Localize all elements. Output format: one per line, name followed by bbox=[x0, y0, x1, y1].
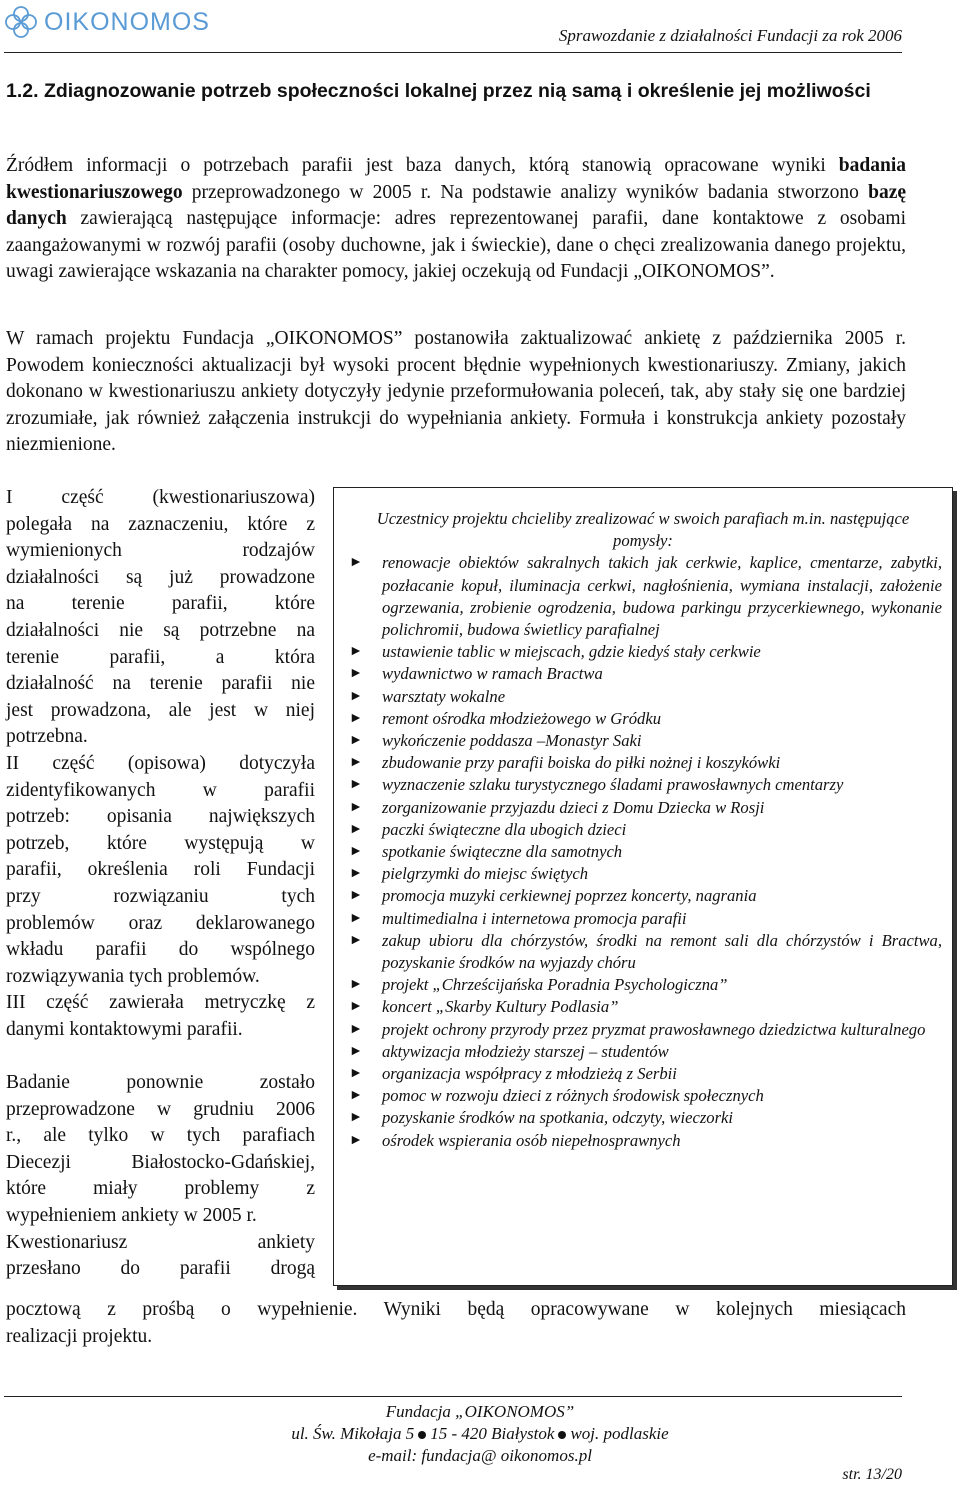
idea-item-text: pielgrzymki do miejsc świętych bbox=[382, 864, 588, 884]
idea-item-text: warsztaty wokalne bbox=[382, 686, 506, 706]
left-column-line: Diecezji Białostocko-Gdańskiej, bbox=[6, 1151, 315, 1173]
right-triangle-arrow-icon: ► bbox=[349, 888, 363, 904]
idea-item-text: projekt „Chrześcijańska Poradnia Psychologiczna” bbox=[382, 975, 728, 995]
right-triangle-arrow-icon: ► bbox=[349, 999, 363, 1015]
right-triangle-arrow-icon: ► bbox=[349, 1132, 363, 1148]
closing-text bbox=[6, 1297, 906, 1350]
right-triangle-arrow-icon: ► bbox=[349, 755, 363, 771]
idea-item bbox=[334, 863, 952, 885]
closing-line-2: realizacji projektu. bbox=[6, 1325, 153, 1347]
idea-item-text: spotkanie świąteczne dla samotnych bbox=[382, 842, 623, 862]
right-triangle-arrow-icon: ► bbox=[349, 977, 363, 993]
right-triangle-arrow-icon: ► bbox=[349, 733, 363, 749]
right-triangle-arrow-icon: ► bbox=[349, 777, 363, 793]
part5-block bbox=[6, 1230, 315, 1283]
left-column-line: II część (opisowa) dotyczyła bbox=[6, 752, 315, 774]
p1-text-a: Źródłem informacji o potrzebach parafii jest baza danych, którą stanowią opracowane wyniki bbox=[6, 155, 839, 176]
left-column-line: zidentyfikowanych w parafii bbox=[6, 779, 315, 801]
left-column-line: na terenie parafii, które bbox=[6, 593, 315, 615]
left-column-line: danymi kontaktowymi parafii. bbox=[6, 1018, 243, 1040]
idea-item bbox=[334, 1085, 952, 1107]
right-triangle-arrow-icon: ► bbox=[349, 1021, 363, 1037]
idea-item bbox=[334, 752, 952, 774]
idea-item-text: pomoc w rozwoju dzieci z różnych środowisk społecznych bbox=[382, 1086, 764, 1106]
left-column-line: wkładu parafii do wspólnego bbox=[6, 939, 315, 961]
idea-item-text: ustawienie tablic w miejscach, gdzie kiedyś stały cerkwie bbox=[382, 642, 761, 662]
report-title: Sprawozdanie z działalności Fundacji za rok 2006 bbox=[558, 26, 902, 45]
idea-item-text: zakup ubioru dla chórzystów, środki na remont sali dla chórzystów i Bractwa, pozyskanie środków na wyjazdy chóru bbox=[382, 930, 942, 973]
right-triangle-arrow-icon: ► bbox=[349, 932, 363, 948]
idea-item-text: wydawnictwo w ramach Bractwa bbox=[382, 664, 603, 684]
ideas-list bbox=[334, 552, 952, 1151]
p1-bold-database: bazę danych bbox=[6, 181, 906, 230]
left-column-line: jest prowadzona, ale jest w niej bbox=[6, 699, 315, 721]
right-triangle-arrow-icon: ► bbox=[349, 644, 363, 660]
p1-bold-survey: badania kwestionariuszowego bbox=[6, 155, 906, 203]
idea-item bbox=[334, 730, 952, 752]
left-column-line: które miały problemy z bbox=[6, 1178, 315, 1200]
left-column-line: potrzeb: opisania największych bbox=[6, 806, 315, 828]
footer-org: Fundacja „OIKONOMOS” bbox=[385, 1402, 575, 1421]
footer-email: e-mail: fundacja@ oikonomos.pl bbox=[368, 1446, 592, 1465]
idea-item bbox=[334, 1107, 952, 1129]
idea-item-text: paczki świąteczne dla ubogich dzieci bbox=[382, 819, 627, 839]
ideas-box-title: Uczestnicy projektu chcieliby zrealizować w swoich parafiach m.in. następujące pomysły: bbox=[376, 509, 910, 551]
idea-item bbox=[334, 708, 952, 730]
left-column-line: r., ale tylko w tych parafiach bbox=[6, 1125, 315, 1147]
ideas-box bbox=[333, 487, 953, 1286]
idea-item bbox=[334, 663, 952, 685]
right-triangle-arrow-icon: ► bbox=[349, 555, 363, 571]
left-column-line: wymienionych rodzajów bbox=[6, 540, 315, 562]
left-column-line: III część zawierała metryczkę z bbox=[6, 992, 315, 1014]
footer-street: ul. Św. Mikołaja 5 bbox=[291, 1424, 415, 1443]
part1-block bbox=[6, 485, 315, 751]
page-number: str. 13/20 bbox=[842, 1466, 902, 1483]
logo-flower-icon bbox=[4, 5, 38, 39]
idea-item-text: wykończenie poddasza –Monastyr Saki bbox=[382, 731, 642, 751]
left-column-line: potrzebna. bbox=[6, 726, 88, 748]
idea-item bbox=[334, 996, 952, 1018]
idea-item-text: pozyskanie środków na spotkania, odczyty, wieczorki bbox=[382, 1108, 734, 1128]
left-column-line: działalność na terenie parafii nie bbox=[6, 673, 315, 695]
left-column-line: I część (kwestionariuszowa) bbox=[6, 487, 315, 508]
idea-item-text: organizacja współpracy z młodzieżą z Serbii bbox=[382, 1064, 677, 1084]
left-column-line: potrzeb, które występują w bbox=[6, 832, 315, 854]
idea-item bbox=[334, 1063, 952, 1085]
left-column-line: działalności nie są potrzebne na bbox=[6, 619, 315, 641]
idea-item-text: remont ośrodka młodzieżowego w Gródku bbox=[382, 708, 662, 728]
idea-item bbox=[334, 908, 952, 930]
idea-item bbox=[334, 885, 952, 907]
footer-divider bbox=[4, 1396, 902, 1397]
bullet-dot-icon bbox=[418, 1431, 426, 1439]
right-triangle-arrow-icon: ► bbox=[349, 821, 363, 837]
idea-item bbox=[334, 1041, 952, 1063]
idea-item bbox=[334, 797, 952, 819]
idea-item bbox=[334, 819, 952, 841]
part2-block bbox=[6, 751, 315, 990]
left-column-line: wypełnieniem ankiety w 2005 r. bbox=[6, 1205, 257, 1227]
idea-item-text: multimedialna i internetowa promocja parafii bbox=[382, 908, 687, 928]
right-triangle-arrow-icon: ► bbox=[349, 1043, 363, 1059]
idea-item-text: ośrodek wspierania osób niepełnosprawnych bbox=[382, 1130, 681, 1150]
idea-item bbox=[334, 552, 952, 641]
paragraph-questionnaire-update: W ramach projektu Fundacja „OIKONOMOS” postanowiła zaktualizować ankietę z października 2005 r. Powodem konieczności aktualizacji był wysoki procent błędnie wypełnionych kwestionariuszy. Zmiany, jakich dokonano w kwestionariuszu ankiety dotyczyły jedynie przeformułowania poleceń, tak, aby stały się one bardziej zrozumiałe, jak również załączenia instrukcji do wypełniania ankiety. Formuła i konstrukcja ankiety pozostały niezmienione. bbox=[6, 328, 906, 456]
idea-item-text: wyznaczenie szlaku turystycznego śladami prawosławnych cmentarzy bbox=[382, 775, 844, 795]
logo-text: OIKONOMOS bbox=[44, 7, 210, 36]
right-triangle-arrow-icon: ► bbox=[349, 710, 363, 726]
right-triangle-arrow-icon: ► bbox=[349, 866, 363, 882]
left-column-line: Badanie ponownie zostało bbox=[6, 1072, 315, 1094]
left-column-line: rozwiązywania tych problemów. bbox=[6, 965, 260, 987]
idea-item bbox=[334, 1130, 952, 1152]
left-column-line: problemów oraz deklarowanego bbox=[6, 912, 315, 934]
closing-line-1: pocztową z prośbą o wypełnienie. Wyniki będą opracowywane w kolejnych miesiącach bbox=[6, 1299, 906, 1320]
left-column-text bbox=[6, 485, 315, 1283]
part3-block bbox=[6, 990, 315, 1043]
idea-item bbox=[334, 1019, 952, 1041]
right-triangle-arrow-icon: ► bbox=[349, 799, 363, 815]
right-triangle-arrow-icon: ► bbox=[349, 1066, 363, 1082]
section-heading: 1.2. Zdiagnozowanie potrzeb społeczności lokalnej przez nią samą i określenie jej możliwości bbox=[6, 80, 871, 102]
idea-item bbox=[334, 641, 952, 663]
idea-item-text: koncert „Skarby Kultury Podlasia” bbox=[382, 997, 619, 1017]
part4-block bbox=[6, 1070, 315, 1230]
right-triangle-arrow-icon: ► bbox=[349, 666, 363, 682]
p1-text-c: przeprowadzonego w 2005 r. Na podstawie analizy wyników badania stworzono bbox=[182, 181, 869, 203]
left-column-line: przy rozwiązaniu tych bbox=[6, 885, 315, 907]
idea-item-text: aktywizacja młodzieży starszej – studentów bbox=[382, 1041, 669, 1061]
left-column-line: terenie parafii, a która bbox=[6, 646, 315, 668]
idea-item bbox=[334, 841, 952, 863]
p1-text-e: zawierającą następujące informacje: adres reprezentowanej parafii, dane kontaktowe z osobami zaangażowanymi w rozwój parafii (osoby duchowne, jak i świeckie), dane o chęci zrealizowania danego projektu, uwagi zawierające wskazania na charakter pomocy, jakiej oczekują od Fundacji „OIKONOMOS”. bbox=[6, 208, 906, 283]
header-logo bbox=[4, 4, 210, 40]
idea-item-text: projekt ochrony przyrody przez pryzmat prawosławnego dziedzictwa kulturalnego bbox=[382, 1019, 926, 1039]
idea-item-text: zbudowanie przy parafii boiska do piłki nożnej i koszykówki bbox=[382, 753, 781, 773]
left-column-line: parafii, określenia roli Fundacji bbox=[6, 859, 315, 881]
right-triangle-arrow-icon: ► bbox=[349, 1110, 363, 1126]
idea-item bbox=[334, 686, 952, 708]
right-triangle-arrow-icon: ► bbox=[349, 910, 363, 926]
header-divider bbox=[4, 52, 902, 53]
left-column-line: przeprowadzone w grudniu 2006 bbox=[6, 1098, 315, 1120]
paragraph-source bbox=[6, 153, 906, 286]
footer-city: 15 - 420 Białystok bbox=[430, 1424, 555, 1443]
footer-region: woj. podlaskie bbox=[570, 1424, 669, 1443]
idea-item bbox=[334, 930, 952, 974]
idea-item bbox=[334, 774, 952, 796]
idea-item bbox=[334, 974, 952, 996]
bullet-dot-icon bbox=[558, 1431, 566, 1439]
right-triangle-arrow-icon: ► bbox=[349, 688, 363, 704]
footer-address bbox=[0, 1424, 960, 1444]
left-column-line: polegała na zaznaczeniu, które z bbox=[6, 513, 315, 535]
right-triangle-arrow-icon: ► bbox=[349, 844, 363, 860]
idea-item-text: renowacje obiektów sakralnych takich jak cerkwie, kaplice, cmentarze, zabytki, pozłacanie kopuł, iluminacja cerkwi, nagłośnienia, wymiana instalacji, założenie ogrzewania, zrobienie ogrodzenia, budowa parkingu przycerkiewnego, wykonanie polichromii, budowa świetlicy parafialnej bbox=[382, 553, 942, 640]
left-column-line: działalności są już prowadzone bbox=[6, 566, 315, 588]
idea-item-text: promocja muzyki cerkiewnej poprzez koncerty, nagrania bbox=[382, 886, 757, 906]
left-column-line: przesłano do parafii drogą bbox=[6, 1258, 315, 1280]
idea-item-text: zorganizowanie przyjazdu dzieci z Domu Dziecka w Rosji bbox=[382, 797, 765, 817]
left-column-line: Kwestionariusz ankiety bbox=[6, 1231, 315, 1253]
right-triangle-arrow-icon: ► bbox=[349, 1088, 363, 1104]
